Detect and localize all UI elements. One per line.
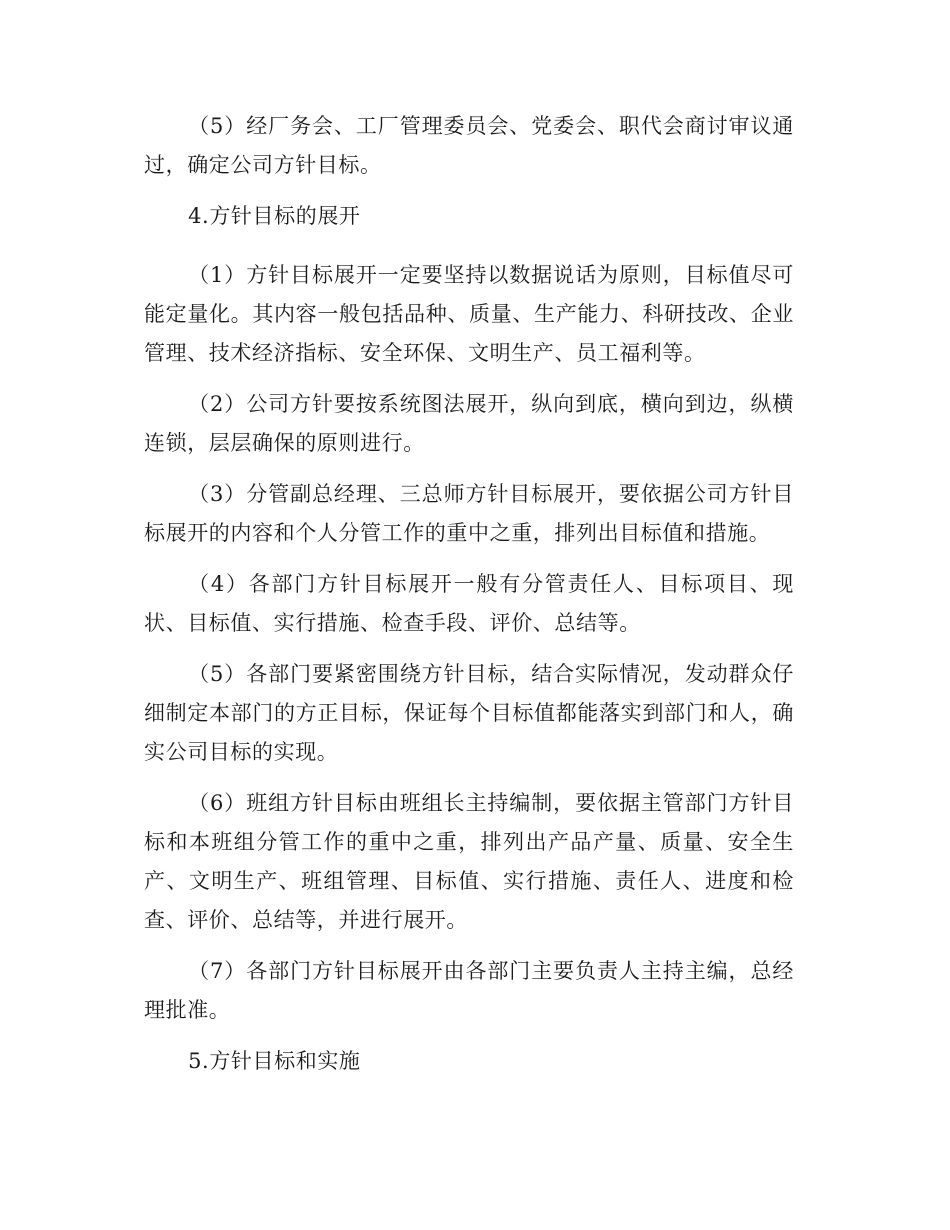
paragraph-item-1: （1）方针目标展开一定要坚持以数据说话为原则，目标值尽可能定量化。其内容一般包括品种、质量、生产能力、科研技改、企业管理、技术经济指标、安全环保、文明生产、员工福利等。 — [144, 263, 794, 365]
paragraph-item-5-approval: （5）经厂务会、工厂管理委员会、党委会、职代会商讨审议通过，确定公司方针目标。 — [144, 114, 794, 177]
paragraph-item-2: （2）公司方针要按系统图法展开，纵向到底，横向到边，纵横连锁，层层确保的原则进行。 — [144, 392, 794, 455]
paragraph-item-4: （4）各部门方针目标展开一般有分管责任人、目标项目、现状、目标值、实行措施、检查手段、评价、总结等。 — [144, 572, 794, 635]
paragraph-item-7: （7）各部门方针目标展开由各部门主要负责人主持主编，总经理批准。 — [144, 959, 794, 1022]
section-heading-4: 4.方针目标的展开 — [188, 204, 361, 228]
section-heading-5: 5.方针目标和实施 — [188, 1049, 361, 1073]
document-body — [144, 107, 794, 1101]
paragraph-item-6: （6）班组方针目标由班组长主持编制，要依据主管部门方针目标和本班组分管工作的重中之重，排列出产品产量、质量、安全生产、文明生产、班组管理、目标值、实行措施、责任人、进度和检查、评价、总结等，并进行展开。 — [144, 791, 794, 932]
paragraph-item-5: （5）各部门要紧密围绕方针目标，结合实际情况，发动群众仔细制定本部门的方正目标，保证每个目标值都能落实到部门和人，确实公司目标的实现。 — [144, 662, 794, 764]
paragraph-item-3: （3）分管副总经理、三总师方针目标展开，要依据公司方针目标展开的内容和个人分管工作的重中之重，排列出目标值和措施。 — [144, 482, 794, 545]
